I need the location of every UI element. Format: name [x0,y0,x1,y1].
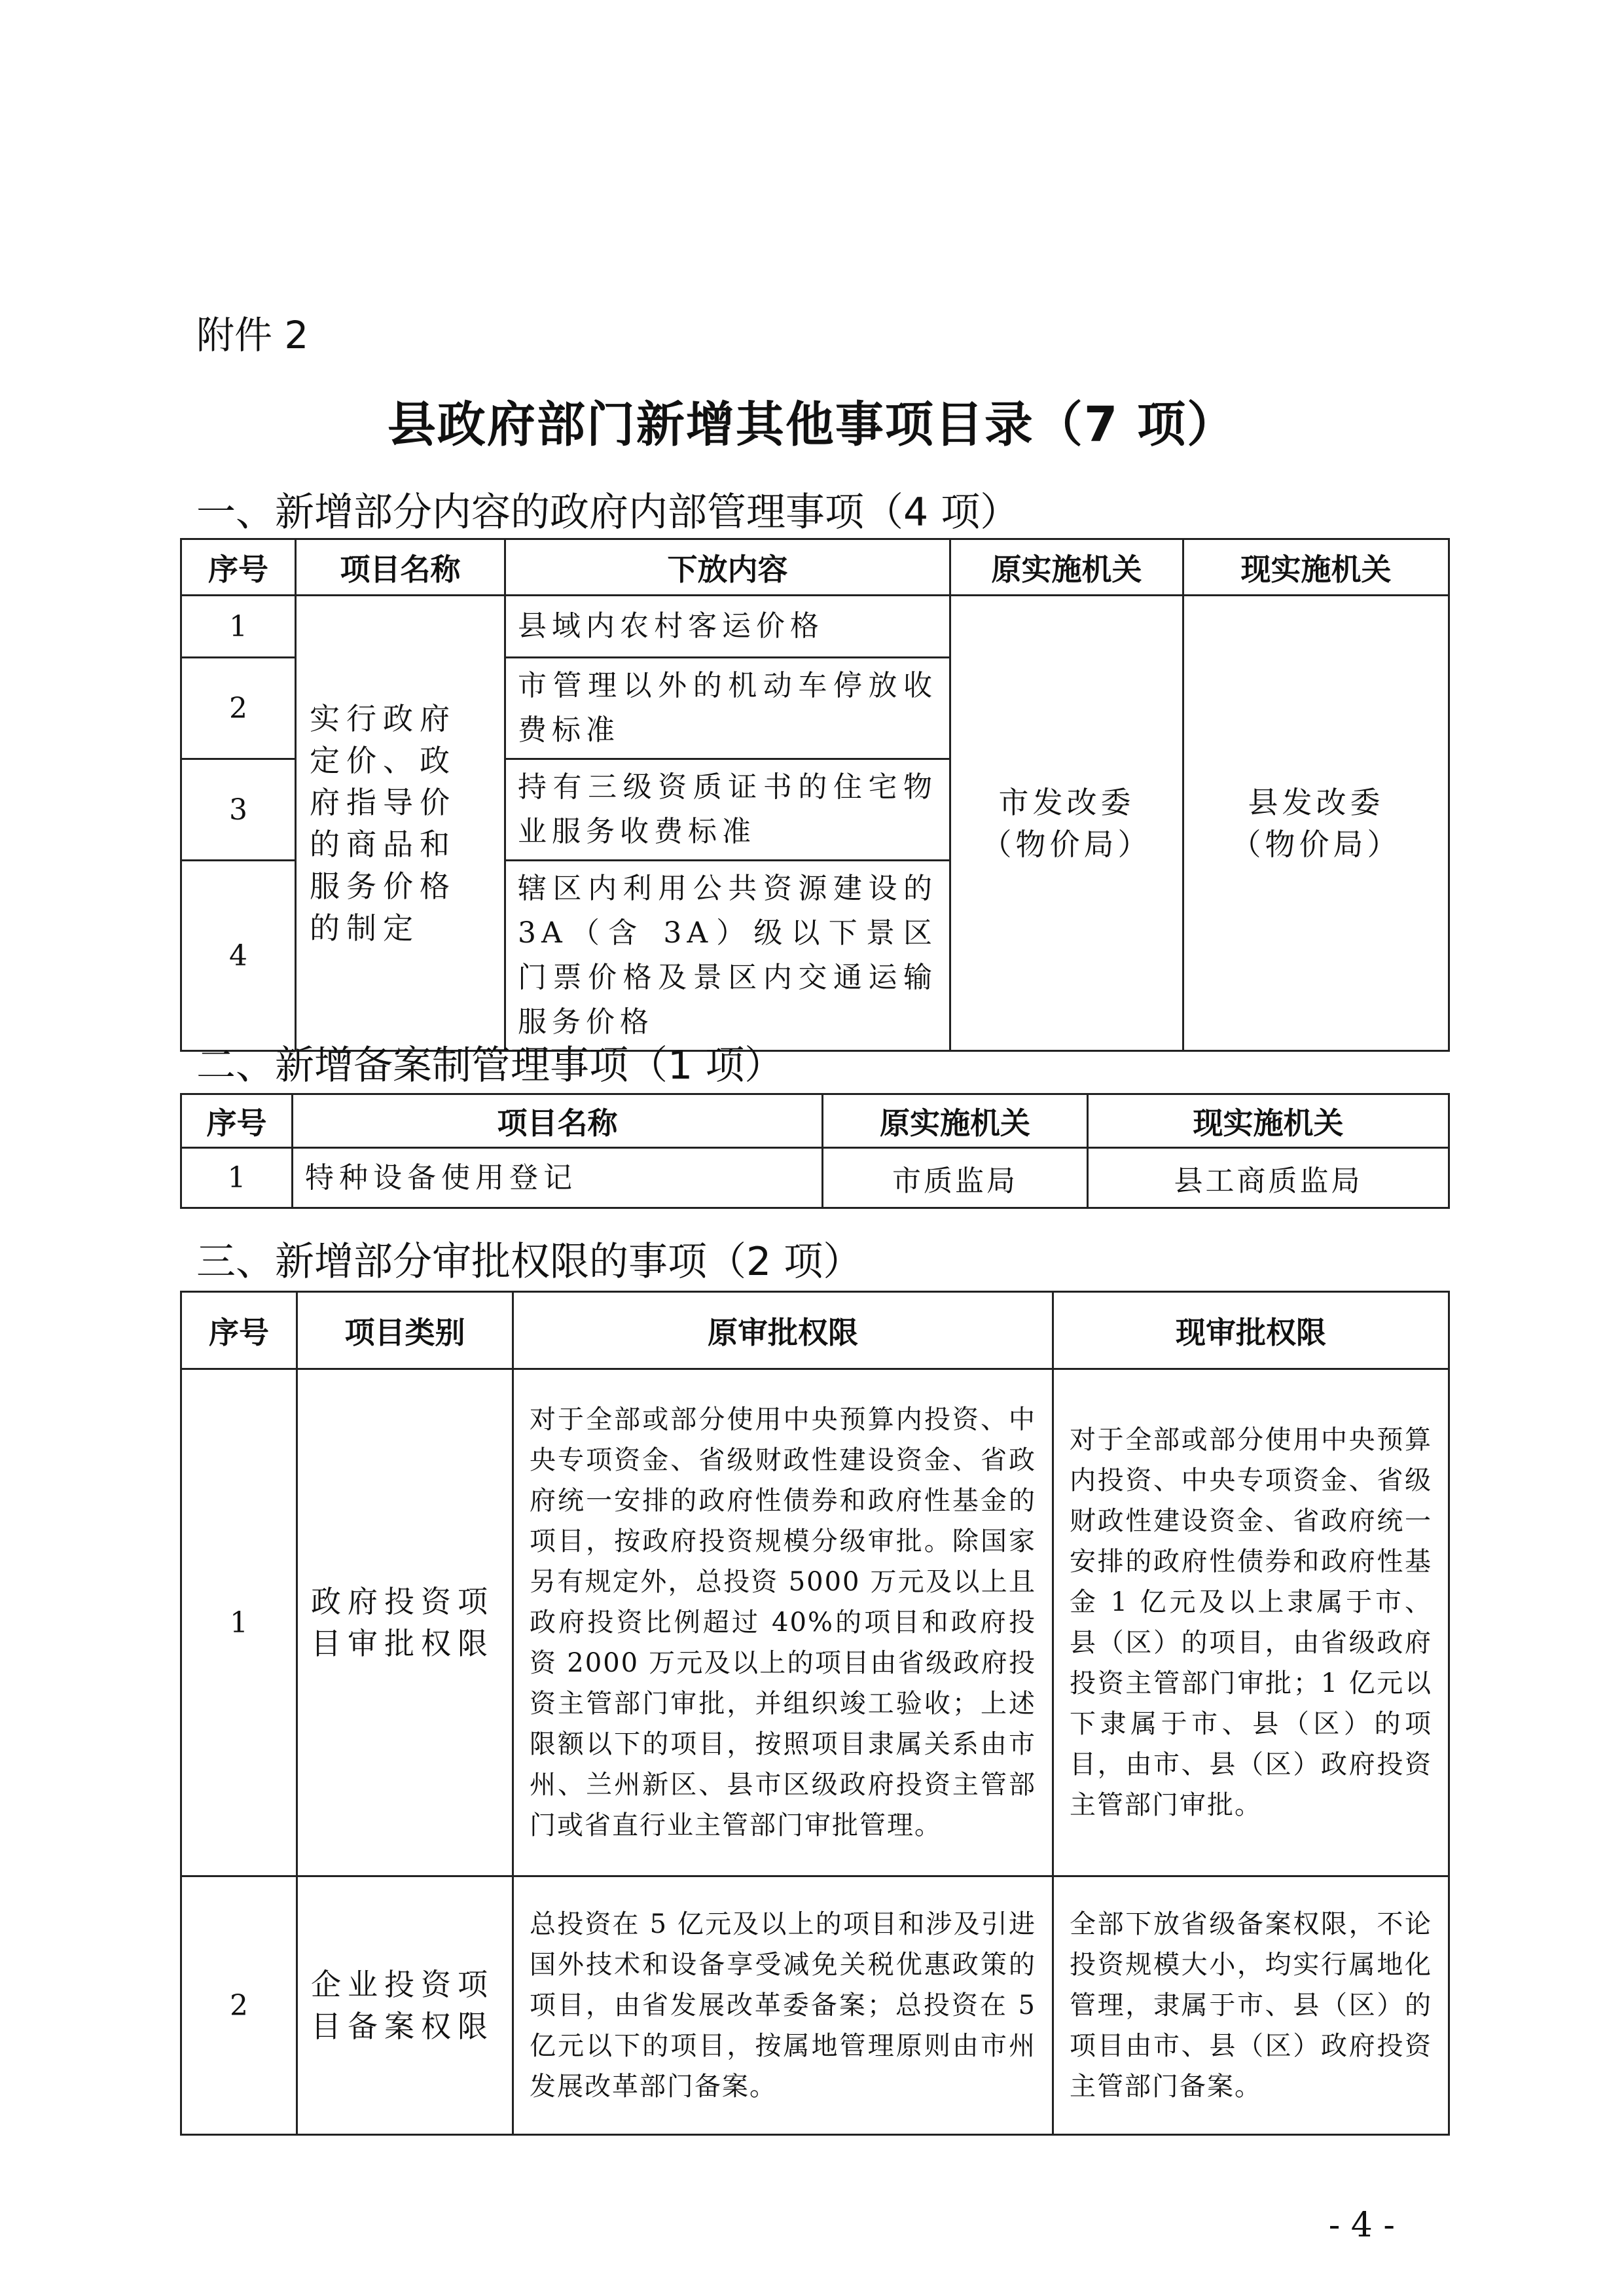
header-new-agency: 现实施机关 [1088,1094,1449,1148]
table-header-row [181,1292,1449,1369]
project-name: 实行政府定价、政府指导价的商品和服务价格的制定 [296,596,505,1051]
section1-table [180,538,1450,1052]
header-name: 项目名称 [293,1094,823,1148]
section1-heading: 一、新增部分内容的政府内部管理事项（4 项） [196,490,1020,535]
row-no: 1 [181,596,296,658]
header-orig-agency: 原实施机关 [823,1094,1088,1148]
row-name: 特种设备使用登记 [293,1148,823,1208]
row-new-authority: 对于全部或部分使用中央预算内投资、中央专项资金、省级财政性建设资金、省政府统一安排的政府性债券和政府性基金 1 亿元及以上隶属于市、县（区）的项目，由省级政府投资主管部门审批；1 亿元以下隶属于市、县（区）的项目，由市、县（区）政府投资主管部门审批。 [1053,1369,1449,1876]
table-row [181,1369,1449,1876]
row-no: 3 [181,759,296,861]
row-category: 政府投资项目审批权限 [297,1369,513,1876]
row-new-authority: 全部下放省级备案权限，不论投资规模大小，均实行属地化管理，隶属于市、县（区）的项目由市、县（区）政府投资主管部门备案。 [1053,1876,1449,2135]
section3-heading: 三、新增部分审批权限的事项（2 项） [196,1239,863,1285]
attachment-label: 附件 2 [196,313,309,357]
page-number: - 4 - [1328,2206,1395,2245]
header-no: 序号 [181,539,296,596]
row-content: 持有三级资质证书的住宅物业服务收费标准 [505,759,950,861]
header-category: 项目类别 [297,1292,513,1369]
header-new-authority: 现审批权限 [1053,1292,1449,1369]
table-header-row [181,539,1449,596]
orig-agency-line1: 市发改委 [998,784,1135,820]
table-row [181,1148,1449,1208]
header-orig-agency: 原实施机关 [950,539,1183,596]
document-title: 县政府部门新增其他事项目录（7 项） [387,397,1237,453]
new-agency-line2: （物价局） [1231,826,1401,862]
row-orig-authority: 对于全部或部分使用中央预算内投资、中央专项资金、省级财政性建设资金、省政府统一安排的政府性债券和政府性基金的项目，按政府投资规模分级审批。除国家另有规定外，总投资 5000 万元及以上且政府投资比例超过 40%的项目和政府投资 2000 万元及以上的项目由省级政府投资主管部门审批，并组织竣工验收；上述限额以下的项目，按照项目隶属关系由市州、兰州新区、县市区级政府投资主管部门或省直行业主管部门审批管理。 [513,1369,1053,1876]
table-row [181,596,1449,658]
row-category: 企业投资项目备案权限 [297,1876,513,2135]
header-no: 序号 [181,1094,293,1148]
section2-heading: 二、新增备案制管理事项（1 项） [196,1043,784,1088]
header-name: 项目名称 [296,539,505,596]
row-no: 1 [181,1148,293,1208]
row-no: 1 [181,1369,297,1876]
row-new-agency: 县工商质监局 [1088,1148,1449,1208]
header-no: 序号 [181,1292,297,1369]
row-content: 辖区内利用公共资源建设的3A（含 3A）级以下景区门票价格及景区内交通运输服务价格 [505,861,950,1051]
section2-table [180,1093,1450,1209]
table-row [181,1876,1449,2135]
header-content: 下放内容 [505,539,950,596]
row-content: 市管理以外的机动车停放收费标准 [505,658,950,759]
row-no: 2 [181,658,296,759]
row-no: 4 [181,861,296,1051]
orig-agency-line2: （物价局） [981,826,1152,862]
row-orig-authority: 总投资在 5 亿元及以上的项目和涉及引进国外技术和设备享受减免关税优惠政策的项目，由省发展改革委备案；总投资在 5 亿元以下的项目，按属地管理原则由市州发展改革部门备案。 [513,1876,1053,2135]
section3-table [180,1291,1450,2136]
table-header-row [181,1094,1449,1148]
row-orig-agency: 市质监局 [823,1148,1088,1208]
header-orig-authority: 原审批权限 [513,1292,1053,1369]
new-agency [1183,596,1449,1051]
row-content: 县域内农村客运价格 [505,596,950,658]
header-new-agency: 现实施机关 [1183,539,1449,596]
orig-agency [950,596,1183,1051]
row-no: 2 [181,1876,297,2135]
new-agency-line1: 县发改委 [1248,784,1384,820]
